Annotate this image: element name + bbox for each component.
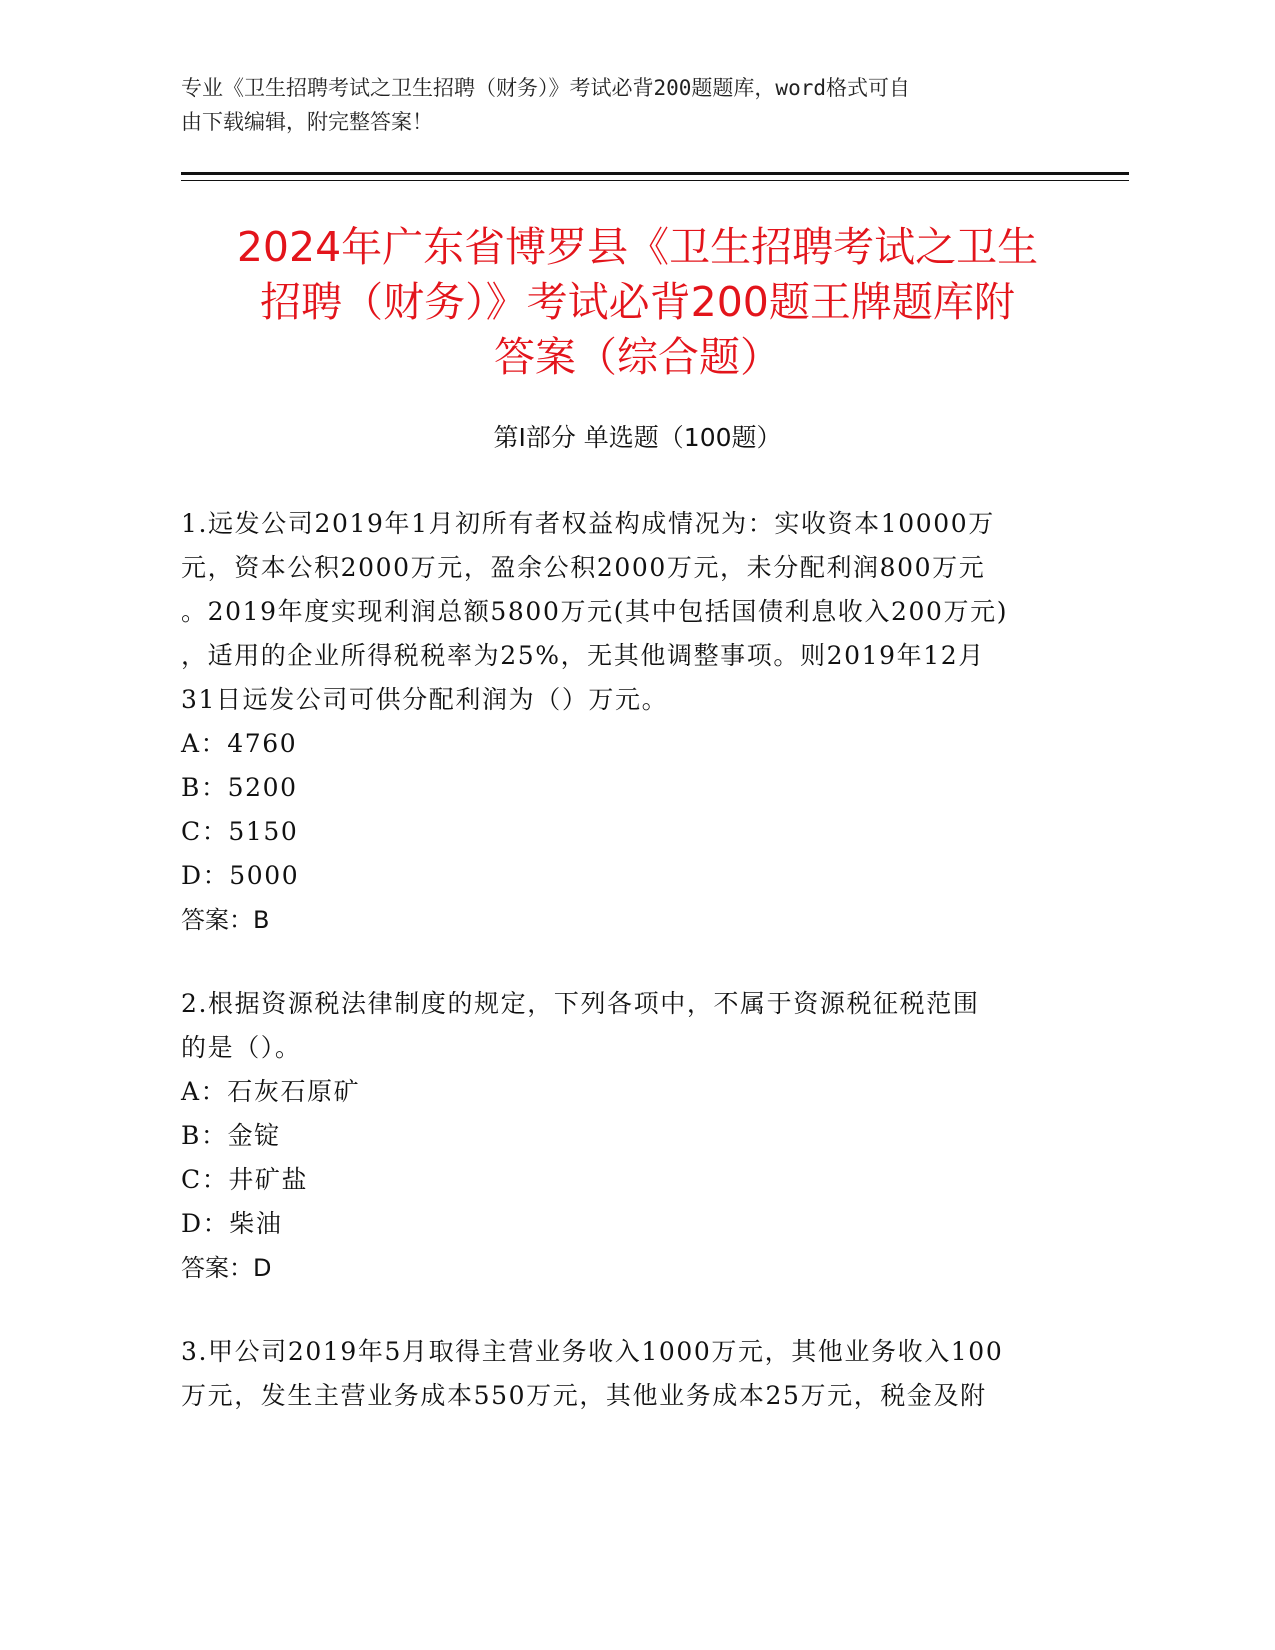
header-divider-thick: [181, 172, 1129, 175]
title-line: 2024年广东省博罗县《卫生招聘考试之卫生: [236, 223, 1039, 271]
stem-line: 的是（）。: [181, 1033, 302, 1062]
question-stem: [181, 982, 1081, 1070]
stem-line: 万元，发生主营业务成本550万元，其他业务成本25万元，税金及附: [181, 1381, 987, 1410]
option-b: B：金锭: [181, 1121, 281, 1150]
document-title: [150, 220, 1125, 385]
stem-line: ，适用的企业所得税税率为25%，无其他调整事项。则2019年12月: [181, 641, 985, 670]
question-1: [181, 502, 1081, 942]
stem-line: 。2019年度实现利润总额5800万元(其中包括国债利息收入200万元): [181, 597, 1009, 626]
option-d: D：5000: [181, 861, 300, 890]
question-2: [181, 982, 1081, 1290]
option-a: A：石灰石原矿: [181, 1077, 361, 1106]
option-c: C：井矿盐: [181, 1165, 309, 1194]
stem-line: 元，资本公积2000万元，盈余公积2000万元，未分配利润800万元: [181, 553, 986, 582]
answer-label: 答案：B: [181, 906, 270, 934]
question-stem: [181, 502, 1081, 722]
stem-line: 31日远发公司可供分配利润为（）万元。: [181, 685, 669, 714]
header-note-line: 由下载编辑，附完整答案！: [181, 110, 433, 134]
question-3: [181, 1330, 1081, 1418]
option-c: C：5150: [181, 817, 299, 846]
stem-line: 3.甲公司2019年5月取得主营业务收入1000万元，其他业务收入100: [181, 1337, 1004, 1366]
answer-label: 答案：D: [181, 1254, 272, 1282]
option-a: A：4760: [181, 729, 298, 758]
stem-line: 2.根据资源税法律制度的规定，下列各项中，不属于资源税征税范围: [181, 989, 980, 1018]
option-b: B：5200: [181, 773, 298, 802]
section-heading: 第Ⅰ部分 单选题（100题）: [493, 423, 782, 452]
question-stem: [181, 1330, 1081, 1418]
title-line: 招聘（财务）》考试必背200题王牌题库附: [260, 278, 1015, 326]
header-note: [181, 71, 1061, 139]
title-line: 答案（综合题）: [494, 333, 781, 381]
option-d: D：柴油: [181, 1209, 283, 1238]
header-note-line: 专业《卫生招聘考试之卫生招聘（财务）》考试必背200题题库，word格式可自: [181, 76, 910, 100]
header-divider-thin: [181, 180, 1129, 181]
stem-line: 1.远发公司2019年1月初所有者权益构成情况为：实收资本10000万: [181, 509, 995, 538]
